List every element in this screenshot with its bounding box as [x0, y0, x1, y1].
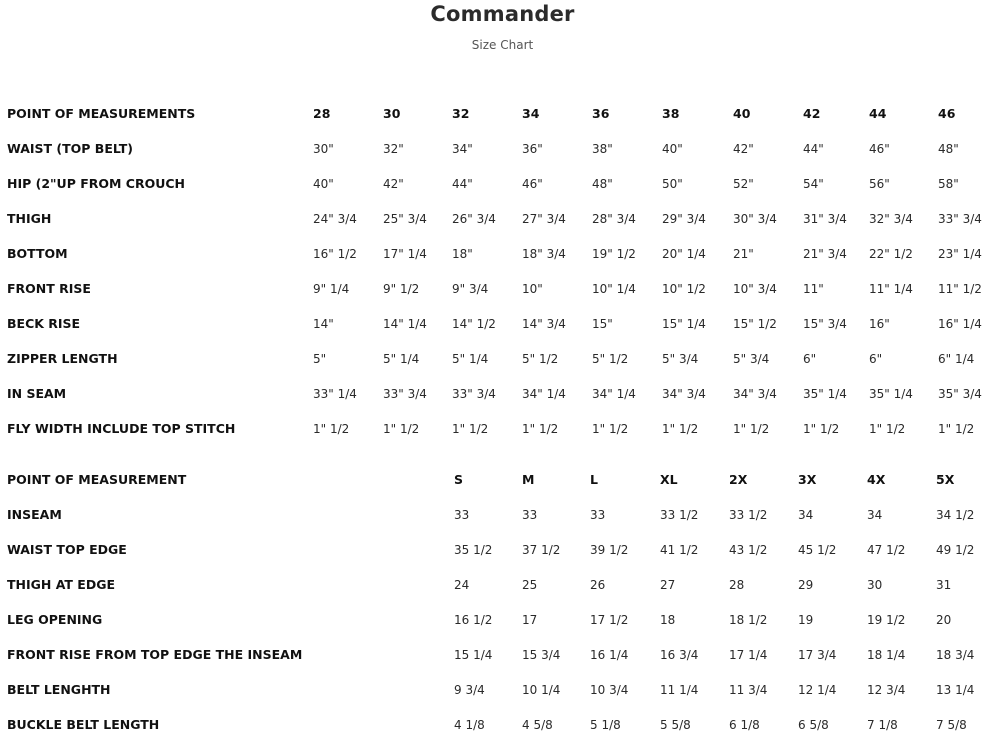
table-cell: 19" 1/2 — [592, 247, 636, 261]
table-cell: 47 1/2 — [867, 543, 906, 557]
table-cell: 27 — [660, 578, 676, 592]
table-cell: 50" — [662, 177, 683, 191]
row-label: FRONT RISE — [7, 281, 91, 296]
row-label: HIP (2"UP FROM CROUCH — [7, 176, 186, 191]
table-cell: 58" — [938, 177, 959, 191]
table-cell: 11" 1/2 — [938, 282, 982, 296]
table-cell: 14" — [313, 317, 334, 331]
table-cell: 16 1/4 — [590, 648, 629, 662]
table-cell: 15" 1/4 — [662, 317, 706, 331]
column-header: 30 — [383, 106, 401, 121]
table-cell: 6" — [869, 352, 883, 366]
column-header: XL — [660, 472, 678, 487]
table-cell: 44" — [803, 142, 824, 156]
table-row — [0, 419, 1005, 439]
table-cell: 31" 3/4 — [803, 212, 847, 226]
table-cell: 6 1/8 — [729, 718, 760, 732]
table-row — [0, 680, 1005, 700]
table-cell: 33 1/2 — [729, 508, 768, 522]
table-cell: 18" 3/4 — [522, 247, 566, 261]
column-header: 32 — [452, 106, 470, 121]
table-cell: 10" 3/4 — [733, 282, 777, 296]
table-cell: 25 — [522, 578, 538, 592]
table-cell: 1" 1/2 — [938, 422, 975, 436]
table-cell: 26 — [590, 578, 606, 592]
table-cell: 40" — [313, 177, 334, 191]
column-header: 28 — [313, 106, 331, 121]
table-cell: 11 1/4 — [660, 683, 699, 697]
table-row — [0, 575, 1005, 595]
table-cell: 44" — [452, 177, 473, 191]
page-subtitle: Size Chart — [471, 38, 534, 52]
table-cell: 17 1/2 — [590, 613, 629, 627]
row-label: ZIPPER LENGTH — [7, 351, 118, 366]
column-header: S — [454, 472, 464, 487]
table-cell: 17 3/4 — [798, 648, 837, 662]
row-label: BECK RISE — [7, 316, 81, 331]
table-cell: 1" 1/2 — [662, 422, 699, 436]
row-label: BOTTOM — [7, 246, 68, 261]
table-cell: 11 3/4 — [729, 683, 768, 697]
table-cell: 29" 3/4 — [662, 212, 706, 226]
table-cell: 33" 1/4 — [313, 387, 357, 401]
table-cell: 36" — [522, 142, 543, 156]
column-header: 34 — [522, 106, 540, 121]
table-cell: 4 1/8 — [454, 718, 485, 732]
table-cell: 30" 3/4 — [733, 212, 777, 226]
table-cell: 9" 1/2 — [383, 282, 420, 296]
table-cell: 5" 3/4 — [662, 352, 699, 366]
table-cell: 34" 3/4 — [662, 387, 706, 401]
table-cell: 9" 3/4 — [452, 282, 489, 296]
table-cell: 1" 1/2 — [313, 422, 350, 436]
table-cell: 5" — [313, 352, 327, 366]
table-cell: 16" 1/4 — [938, 317, 982, 331]
table-header-row — [0, 104, 1005, 124]
table-cell: 16 3/4 — [660, 648, 699, 662]
table-cell: 1" 1/2 — [522, 422, 559, 436]
table-cell: 54" — [803, 177, 824, 191]
table-cell: 11" 1/4 — [869, 282, 913, 296]
table-cell: 1" 1/2 — [869, 422, 906, 436]
table-cell: 21" 3/4 — [803, 247, 847, 261]
table-cell: 48" — [592, 177, 613, 191]
table-cell: 16" 1/2 — [313, 247, 357, 261]
row-label: BELT LENGHTH — [7, 682, 111, 697]
table-cell: 11" — [803, 282, 824, 296]
column-header: 42 — [803, 106, 821, 121]
table-row — [0, 384, 1005, 404]
row-label: INSEAM — [7, 507, 62, 522]
table-cell: 39 1/2 — [590, 543, 629, 557]
column-header: 46 — [938, 106, 956, 121]
table-cell: 6" 1/4 — [938, 352, 975, 366]
table-cell: 5" 1/4 — [452, 352, 489, 366]
table-row — [0, 174, 1005, 194]
table-cell: 33 1/2 — [660, 508, 699, 522]
table-cell: 18 3/4 — [936, 648, 975, 662]
table-cell: 25" 3/4 — [383, 212, 427, 226]
table-header-row — [0, 470, 1005, 490]
table-cell: 33 — [522, 508, 538, 522]
table-cell: 46" — [522, 177, 543, 191]
column-header: 3X — [798, 472, 817, 487]
table-cell: 33 — [454, 508, 470, 522]
table-row — [0, 139, 1005, 159]
table-cell: 34 — [798, 508, 814, 522]
table-cell: 41 1/2 — [660, 543, 699, 557]
table-cell: 7 1/8 — [867, 718, 898, 732]
table-cell: 10" 1/2 — [662, 282, 706, 296]
table-cell: 5 5/8 — [660, 718, 691, 732]
table-row — [0, 505, 1005, 525]
table-cell: 20 — [936, 613, 952, 627]
table-cell: 6" — [803, 352, 817, 366]
table-row — [0, 314, 1005, 334]
table-cell: 10 1/4 — [522, 683, 561, 697]
table-cell: 34" — [452, 142, 473, 156]
table-cell: 6 5/8 — [798, 718, 829, 732]
page-title: Commander — [430, 2, 575, 26]
row-label: FRONT RISE FROM TOP EDGE THE INSEAM — [7, 647, 303, 662]
table-cell: 14" 3/4 — [522, 317, 566, 331]
column-header: 2X — [729, 472, 748, 487]
column-header: L — [590, 472, 598, 487]
table-cell: 34" 3/4 — [733, 387, 777, 401]
table-cell: 42" — [733, 142, 754, 156]
column-header: 4X — [867, 472, 886, 487]
table-cell: 10" — [522, 282, 543, 296]
table-cell: 18 1/4 — [867, 648, 906, 662]
table-cell: 1" 1/2 — [452, 422, 489, 436]
table-cell: 15 1/4 — [454, 648, 493, 662]
row-label: IN SEAM — [7, 386, 67, 401]
table-cell: 35 1/2 — [454, 543, 493, 557]
table-row — [0, 244, 1005, 264]
table-cell: 1" 1/2 — [592, 422, 629, 436]
table-cell: 45 1/2 — [798, 543, 837, 557]
table-cell: 19 — [798, 613, 814, 627]
table-cell: 34 1/2 — [936, 508, 975, 522]
table-cell: 33" 3/4 — [938, 212, 982, 226]
table-cell: 27" 3/4 — [522, 212, 566, 226]
table-row — [0, 715, 1005, 735]
column-header: 5X — [936, 472, 955, 487]
table-cell: 56" — [869, 177, 890, 191]
table-cell: 34" 1/4 — [522, 387, 566, 401]
table-cell: 33" 3/4 — [383, 387, 427, 401]
table-cell: 34" 1/4 — [592, 387, 636, 401]
table-row — [0, 349, 1005, 369]
table-cell: 16 1/2 — [454, 613, 493, 627]
column-header: 36 — [592, 106, 610, 121]
table-cell: 42" — [383, 177, 404, 191]
row-label: FLY WIDTH INCLUDE TOP STITCH — [7, 421, 236, 436]
table-cell: 31 — [936, 578, 952, 592]
table-cell: 49 1/2 — [936, 543, 975, 557]
table-cell: 35" 1/4 — [869, 387, 913, 401]
table-cell: 9 3/4 — [454, 683, 485, 697]
table-cell: 12 3/4 — [867, 683, 906, 697]
header-label: POINT OF MEASUREMENTS — [7, 106, 196, 121]
table-cell: 30 — [867, 578, 883, 592]
table-cell: 35" 3/4 — [938, 387, 982, 401]
table-cell: 5" 1/4 — [383, 352, 420, 366]
table-cell: 21" — [733, 247, 754, 261]
table-row — [0, 610, 1005, 630]
table-cell: 14" 1/4 — [383, 317, 427, 331]
table-cell: 33" 3/4 — [452, 387, 496, 401]
table-cell: 17 1/4 — [729, 648, 768, 662]
table-cell: 28" 3/4 — [592, 212, 636, 226]
table-cell: 1" 1/2 — [383, 422, 420, 436]
table-cell: 20" 1/4 — [662, 247, 706, 261]
table-cell: 32" 3/4 — [869, 212, 913, 226]
table-cell: 5" 1/2 — [522, 352, 559, 366]
table-cell: 7 5/8 — [936, 718, 967, 732]
table-cell: 28 — [729, 578, 745, 592]
row-label: WAIST (TOP BELT) — [7, 141, 134, 156]
table-cell: 52" — [733, 177, 754, 191]
table-cell: 48" — [938, 142, 959, 156]
table-row — [0, 645, 1005, 665]
column-header: 38 — [662, 106, 680, 121]
table-cell: 17" 1/4 — [383, 247, 427, 261]
row-label: BUCKLE BELT LENGTH — [7, 717, 160, 732]
table-cell: 24" 3/4 — [313, 212, 357, 226]
table-cell: 13 1/4 — [936, 683, 975, 697]
table-cell: 26" 3/4 — [452, 212, 496, 226]
table-cell: 12 1/4 — [798, 683, 837, 697]
column-header: 40 — [733, 106, 751, 121]
table-cell: 15 3/4 — [522, 648, 561, 662]
column-header: M — [522, 472, 535, 487]
table-cell: 40" — [662, 142, 683, 156]
table-cell: 15" 3/4 — [803, 317, 847, 331]
table-cell: 5" 1/2 — [592, 352, 629, 366]
table-cell: 34 — [867, 508, 883, 522]
table-cell: 5" 3/4 — [733, 352, 770, 366]
table-cell: 10 3/4 — [590, 683, 629, 697]
table-cell: 18" — [452, 247, 473, 261]
table-cell: 9" 1/4 — [313, 282, 350, 296]
table-cell: 18 1/2 — [729, 613, 768, 627]
table-row — [0, 279, 1005, 299]
table-cell: 43 1/2 — [729, 543, 768, 557]
table-cell: 15" 1/2 — [733, 317, 777, 331]
row-label: LEG OPENING — [7, 612, 103, 627]
table-cell: 5 1/8 — [590, 718, 621, 732]
table-cell: 16" — [869, 317, 890, 331]
table-cell: 10" 1/4 — [592, 282, 636, 296]
table-cell: 14" 1/2 — [452, 317, 496, 331]
table-cell: 4 5/8 — [522, 718, 553, 732]
table-cell: 1" 1/2 — [803, 422, 840, 436]
table-cell: 24 — [454, 578, 470, 592]
table-cell: 17 — [522, 613, 538, 627]
header-label: POINT OF MEASUREMENT — [7, 472, 187, 487]
table-cell: 15" — [592, 317, 613, 331]
table-cell: 18 — [660, 613, 676, 627]
table-cell: 19 1/2 — [867, 613, 906, 627]
table-cell: 37 1/2 — [522, 543, 561, 557]
table-cell: 46" — [869, 142, 890, 156]
row-label: WAIST TOP EDGE — [7, 542, 127, 557]
table-cell: 29 — [798, 578, 814, 592]
table-cell: 22" 1/2 — [869, 247, 913, 261]
row-label: THIGH AT EDGE — [7, 577, 116, 592]
table-cell: 30" — [313, 142, 334, 156]
table-row — [0, 209, 1005, 229]
column-header: 44 — [869, 106, 887, 121]
table-cell: 33 — [590, 508, 606, 522]
row-label: THIGH — [7, 211, 52, 226]
table-cell: 32" — [383, 142, 404, 156]
table-row — [0, 540, 1005, 560]
table-cell: 38" — [592, 142, 613, 156]
table-cell: 1" 1/2 — [733, 422, 770, 436]
table-cell: 35" 1/4 — [803, 387, 847, 401]
table-cell: 23" 1/4 — [938, 247, 982, 261]
